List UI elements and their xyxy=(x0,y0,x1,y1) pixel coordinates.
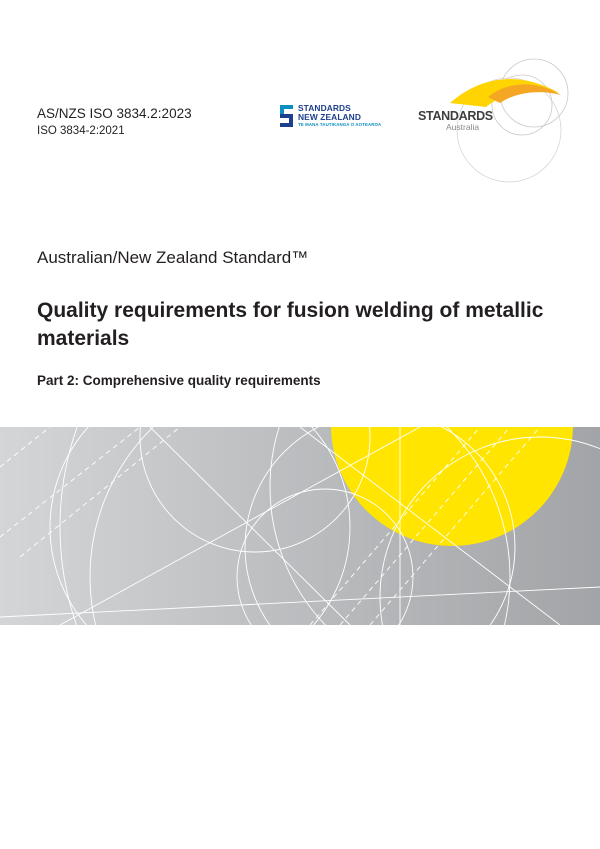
snz-line-2: NEW ZEALAND xyxy=(298,112,361,122)
cover-graphic xyxy=(0,427,600,625)
snz-line-1: STANDARDS xyxy=(298,103,351,113)
sa-logo-name: STANDARDS xyxy=(418,109,493,123)
iso-number: ISO 3834-2:2021 xyxy=(37,125,125,137)
snz-line-3: TE MANA TAUTIKANGA O AOTEAROA xyxy=(298,122,382,127)
document-designation xyxy=(37,105,192,139)
sa-logo-subtitle: Australia xyxy=(446,122,480,132)
document-title: Quality requirements for fusion welding of metallic materials xyxy=(37,299,544,350)
standard-type: Australian/New Zealand Standard™ xyxy=(37,248,309,267)
snz-mark-icon xyxy=(280,105,293,127)
document-part: Part 2: Comprehensive quality requirements xyxy=(37,373,321,388)
standard-number: AS/NZS ISO 3834.2:2023 xyxy=(37,106,192,121)
standards-new-zealand-logo xyxy=(280,104,400,130)
